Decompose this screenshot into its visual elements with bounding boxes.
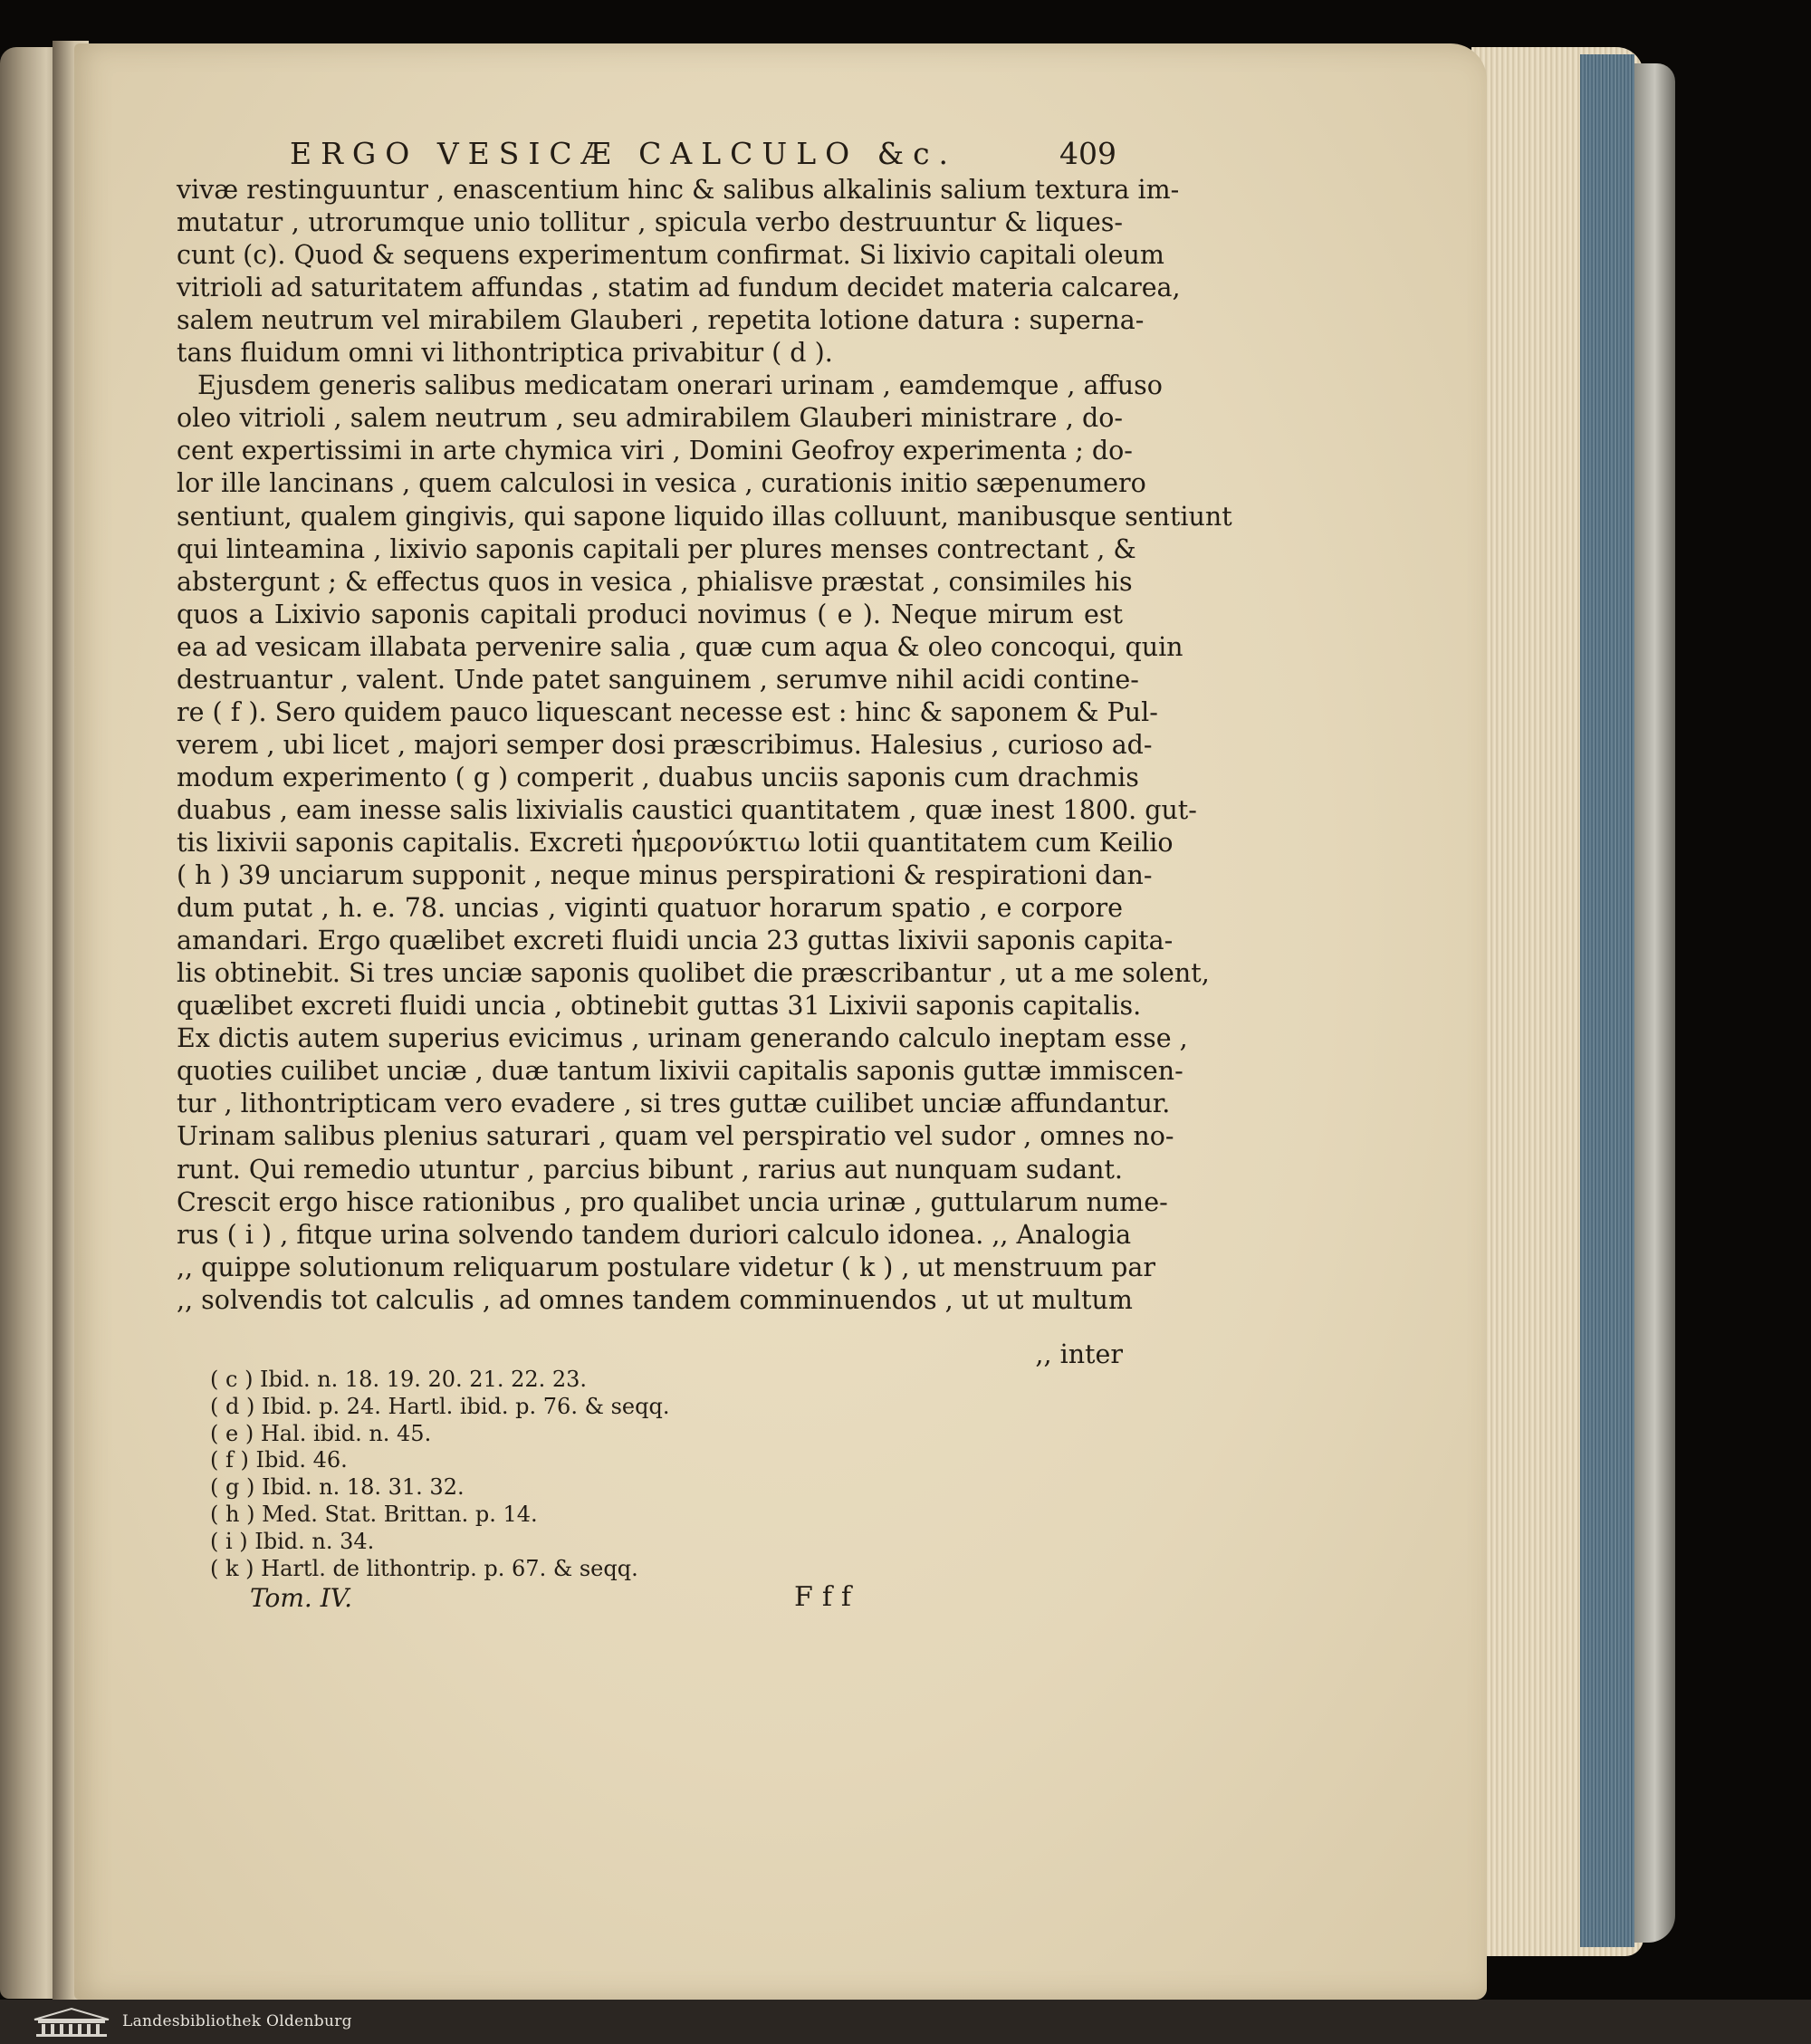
text-line: re ( f ). Sero quidem pauco liquescant necesse est : hinc & saponem & Pul- [177,696,1158,727]
text-line: verem , ubi licet , majori semper dosi præscribimus. Halesius , curioso ad- [177,729,1153,760]
text-line: dum putat , h. e. 78. uncias , viginti quatuor horarum spatio , e corpore [177,893,1123,924]
text-line: modum experimento ( g ) comperit , duabus unciis saponis cum drachmis [177,762,1139,792]
running-head: ERGO VESICÆ CALCULO &c. [290,136,958,171]
footnote: ( i ) Ibid. n. 34. [210,1528,375,1554]
text-line: Urinam salibus plenius saturari , quam vel perspiratio vel sudor , omnes no- [177,1121,1174,1152]
footnote: ( e ) Hal. ibid. n. 45. [210,1420,432,1446]
text-line: runt. Qui remedio utuntur , parcius bibunt , rarius aut nunquam sudant. [177,1154,1123,1185]
left-page-edge [0,47,58,1999]
text-line: sentiunt, qualem gingivis, qui sapone liquido illas colluunt, manibusque sentiunt [177,501,1232,532]
volume-mark: Tom. IV. [250,1583,352,1613]
text-line: quos a Lixivio saponis capitali produci novimus ( e ). Neque mirum est [177,599,1123,629]
library-name: Landesbibliothek Oldenburg [122,2012,352,2030]
text-line: cent expertissimi in arte chymica viri , Domini Geofroy experimenta ; do- [177,436,1133,466]
footnote: ( h ) Med. Stat. Brittan. p. 14. [210,1502,538,1527]
text-line: Crescit ergo hisce rationibus , pro qualibet uncia urinæ , guttularum nume- [177,1186,1168,1217]
text-line: Ejusdem generis salibus medicatam onerari urinam , eamdemque , affuso [197,370,1163,401]
footnote: ( d ) Ibid. p. 24. Hartl. ibid. p. 76. & seqq. [210,1393,670,1419]
footnote: ( c ) Ibid. n. 18. 19. 20. 21. 22. 23. [210,1367,588,1392]
footer-bar [0,2000,1811,2044]
text-line: tis lixivii saponis capitalis. Excreti ἡμερονύκτιω lotii quantitatem cum Keilio [177,828,1174,858]
text-line: mutatur , utrorumque unio tollitur , spicula verbo destruuntur & liques- [177,207,1123,238]
text-line: amandari. Ergo quælibet excreti fluidi uncia 23 guttas lixivii saponis capita- [177,926,1174,956]
text-line: qui linteamina , lixivio saponis capitali per plures menses contrectant , & [177,533,1136,564]
catchword: ,, inter [1035,1339,1123,1369]
text-line: quælibet excreti fluidi uncia , obtinebit guttas 31 Lixivii saponis capitalis. [177,991,1142,1022]
page-number: 409 [1059,136,1116,171]
text-line: tur , lithontripticam vero evadere , si tres guttæ cuilibet unciæ affundantur. [177,1089,1171,1119]
page-edge-colored [1580,54,1634,1947]
library-logo-icon [31,2007,112,2038]
text-line: tans fluidum omni vi lithontriptica privabitur ( d ). [177,338,833,369]
signature-mark: Fff [794,1581,861,1613]
text-line: ea ad vesicam illabata pervenire salia , quæ cum aqua & oleo concoqui, quin [177,631,1183,662]
text-line: ( h ) 39 unciarum supponit , neque minus perspirationi & respirationi dan- [177,860,1153,891]
text-line: vitrioli ad saturitatem affundas , statim ad fundum decidet materia calcarea, [177,273,1181,303]
text-line: quoties cuilibet unciæ , duæ tantum lixivii capitalis saponis guttæ immiscen- [177,1056,1183,1087]
text-line: Ex dictis autem superius evicimus , urinam generando calculo ineptam esse , [177,1023,1188,1054]
text-line: ,, quippe solutionum reliquarum postulare videtur ( k ) , ut menstruum par [177,1252,1156,1282]
footnote: ( g ) Ibid. n. 18. 31. 32. [210,1474,465,1501]
text-line: lis obtinebit. Si tres unciæ saponis quolibet die præscribantur , ut a me solent, [177,958,1210,989]
footnote: ( k ) Hartl. de lithontrip. p. 67. & seqq. [210,1555,638,1581]
text-line: oleo vitrioli , salem neutrum , seu admirabilem Glauberi ministrare , do- [177,403,1123,434]
text-line: destruantur , valent. Unde patet sanguinem , serumve nihil acidi contine- [177,664,1139,695]
text-line: salem neutrum vel mirabilem Glauberi , repetita lotione datura : superna- [177,305,1145,336]
text-line: rus ( i ) , fitque urina solvendo tandem duriori calculo idonea. ,, Analogia [177,1219,1132,1250]
text-line: duabus , eam inesse salis lixivialis caustici quantitatem , quæ inest 1800. gut- [177,794,1197,825]
text-line: abstergunt ; & effectus quos in vesica , phialisve præstat , consimiles his [177,566,1133,597]
text-line: lor ille lancinans , quem calculosi in vesica , curationis initio sæpenumero [177,468,1146,499]
text-line: ,, solvendis tot calculis , ad omnes tandem comminuendos , ut ut multum [177,1284,1133,1315]
footnote: ( f ) Ibid. 46. [210,1447,348,1473]
book-cover-edge [1634,63,1675,1943]
text-line: cunt (c). Quod & sequens experimentum confirmat. Si lixivio capitali oleum [177,240,1164,271]
text-line: vivæ restinguuntur , enascentium hinc & salibus alkalinis salium textura im- [177,175,1180,205]
